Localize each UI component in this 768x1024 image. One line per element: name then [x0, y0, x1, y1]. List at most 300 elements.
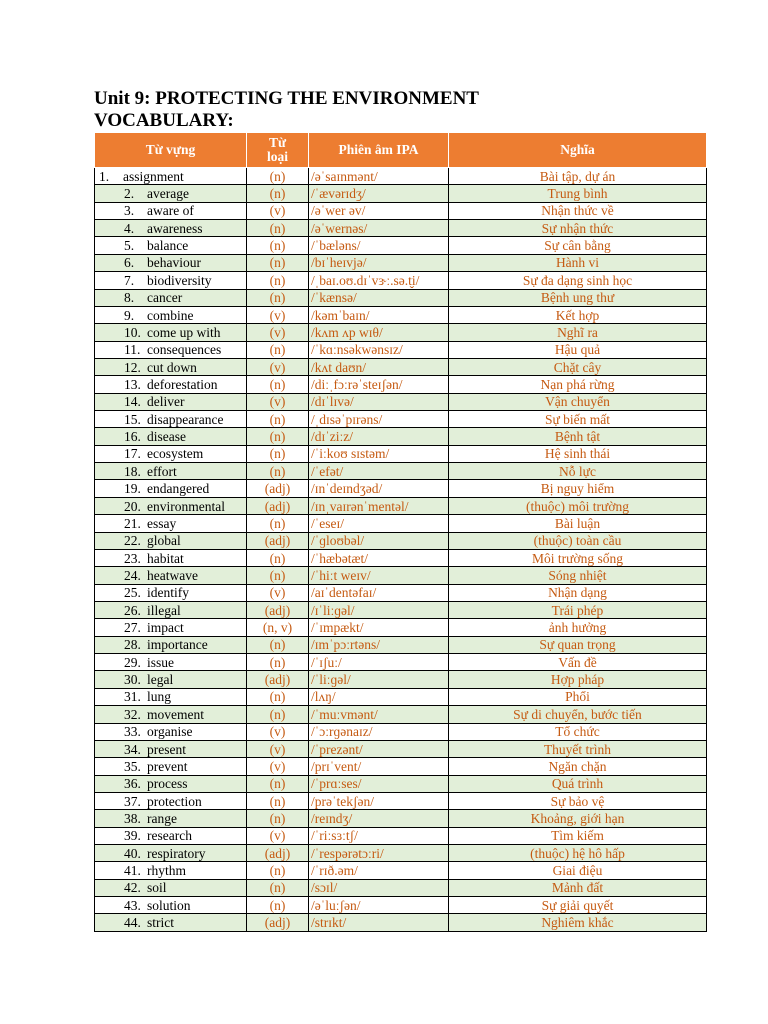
cell-meaning: Sóng nhiệt [449, 567, 707, 584]
cell-ipa: /strɪkt/ [309, 914, 449, 931]
cell-word [95, 601, 247, 618]
row-number: 14. [124, 394, 141, 410]
row-number: 4. [124, 220, 135, 236]
cell-ipa: /ˈriːsɜːtʃ/ [309, 827, 449, 844]
cell-part-of-speech: (n) [247, 879, 309, 896]
table-row [95, 671, 707, 688]
table-row [95, 567, 707, 584]
table-row [95, 879, 707, 896]
header-pos-line2: loại [266, 149, 288, 164]
table-row [95, 775, 707, 792]
cell-part-of-speech: (n) [247, 376, 309, 393]
cell-meaning: Sự nhận thức [449, 220, 707, 237]
cell-word [95, 758, 247, 775]
row-number: 3. [124, 203, 135, 219]
cell-part-of-speech: (n) [247, 688, 309, 705]
cell-word [95, 532, 247, 549]
table-row [95, 810, 707, 827]
word-text: come up with [147, 324, 221, 340]
cell-meaning: Trung bình [449, 185, 707, 202]
cell-ipa: /dɪˈlɪvə/ [309, 393, 449, 410]
cell-word [95, 775, 247, 792]
table-row [95, 532, 707, 549]
row-number: 25. [124, 585, 141, 601]
table-row [95, 862, 707, 879]
cell-word [95, 723, 247, 740]
row-number: 13. [124, 376, 141, 392]
cell-word [95, 341, 247, 358]
word-text: soil [147, 880, 167, 896]
cell-word [95, 202, 247, 219]
word-text: deliver [147, 394, 185, 410]
cell-word [95, 792, 247, 809]
row-number: 29. [124, 654, 141, 670]
cell-ipa: /ˈefət/ [309, 463, 449, 480]
cell-part-of-speech: (n) [247, 411, 309, 428]
cell-part-of-speech: (v) [247, 306, 309, 323]
cell-ipa: /ˈprezənt/ [309, 740, 449, 757]
table-row [95, 376, 707, 393]
cell-part-of-speech: (n, v) [247, 619, 309, 636]
word-text: protection [147, 793, 202, 809]
cell-ipa: /reɪndʒ/ [309, 810, 449, 827]
cell-meaning: Sự quan trọng [449, 636, 707, 653]
cell-ipa: /prəˈtekʃən/ [309, 792, 449, 809]
word-text: global [147, 533, 181, 549]
word-text: range [147, 810, 177, 826]
cell-word [95, 619, 247, 636]
cell-part-of-speech: (n) [247, 862, 309, 879]
cell-ipa: /əˈwernəs/ [309, 220, 449, 237]
table-row [95, 202, 707, 219]
word-text: essay [147, 515, 177, 531]
row-number: 37. [124, 793, 141, 809]
table-row [95, 845, 707, 862]
cell-meaning: Hành vi [449, 254, 707, 271]
row-number: 40. [124, 845, 141, 861]
page-title: Unit 9: PROTECTING THE ENVIRONMENT [94, 88, 479, 109]
cell-part-of-speech: (v) [247, 393, 309, 410]
cell-word [95, 740, 247, 757]
cell-word [95, 584, 247, 601]
word-text: behaviour [147, 255, 201, 271]
cell-ipa: /ˈævərɪdʒ/ [309, 185, 449, 202]
cell-part-of-speech: (n) [247, 237, 309, 254]
cell-ipa: /ˌdɪsəˈpɪrəns/ [309, 411, 449, 428]
row-number: 12. [124, 359, 141, 375]
row-number: 26. [124, 602, 141, 618]
cell-word [95, 324, 247, 341]
table-row [95, 636, 707, 653]
cell-meaning: Khoảng, giới hạn [449, 810, 707, 827]
word-text: ecosystem [147, 446, 204, 462]
header-pos [247, 133, 309, 168]
table-row [95, 897, 707, 914]
word-text: endangered [147, 481, 210, 497]
cell-ipa: /diːˌfɔːrəˈsteɪʃən/ [309, 376, 449, 393]
cell-part-of-speech: (v) [247, 758, 309, 775]
cell-part-of-speech: (v) [247, 584, 309, 601]
table-row [95, 723, 707, 740]
cell-part-of-speech: (n) [247, 254, 309, 271]
cell-ipa: /ˈɪʃuː/ [309, 654, 449, 671]
cell-ipa: /ˈrɪð.əm/ [309, 862, 449, 879]
row-number: 39. [124, 828, 141, 844]
cell-word [95, 185, 247, 202]
cell-ipa: /ɪˈliːɡəl/ [309, 601, 449, 618]
word-text: strict [147, 915, 174, 931]
header-word: Từ vựng [95, 133, 247, 168]
word-text: present [147, 741, 186, 757]
row-number: 34. [124, 741, 141, 757]
row-number: 35. [124, 758, 141, 774]
word-text: solution [147, 897, 191, 913]
word-text: awareness [147, 220, 203, 236]
word-text: environmental [147, 498, 225, 514]
cell-meaning: Sự bảo vệ [449, 792, 707, 809]
cell-meaning: Nhận dạng [449, 584, 707, 601]
cell-meaning: Bệnh ung thư [449, 289, 707, 306]
word-text: balance [147, 238, 189, 254]
cell-word [95, 376, 247, 393]
cell-ipa: /ɪnˈdeɪndʒəd/ [309, 480, 449, 497]
table-row [95, 272, 707, 289]
word-text: habitat [147, 550, 184, 566]
word-text: respiratory [147, 845, 206, 861]
word-text: aware of [147, 203, 194, 219]
row-number: 28. [124, 637, 141, 653]
word-text: illegal [147, 602, 181, 618]
table-row [95, 706, 707, 723]
word-text: effort [147, 463, 177, 479]
cell-part-of-speech: (adj) [247, 532, 309, 549]
cell-part-of-speech: (v) [247, 740, 309, 757]
cell-word [95, 914, 247, 931]
word-text: lung [147, 689, 172, 705]
row-number: 38. [124, 810, 141, 826]
cell-ipa: /ˈprɑːses/ [309, 775, 449, 792]
table-row [95, 393, 707, 410]
cell-word [95, 515, 247, 532]
row-number: 31. [124, 689, 141, 705]
cell-word [95, 654, 247, 671]
row-number: 1. [99, 168, 110, 184]
cell-word [95, 862, 247, 879]
row-number: 21. [124, 515, 141, 531]
cell-ipa: /əˈsaɪnmənt/ [309, 168, 449, 185]
word-text: disease [147, 429, 186, 445]
cell-ipa: /ˈhæbətæt/ [309, 549, 449, 566]
cell-part-of-speech: (n) [247, 463, 309, 480]
cell-meaning: Nghĩ ra [449, 324, 707, 341]
word-text: issue [147, 654, 174, 670]
row-number: 41. [124, 863, 141, 879]
cell-ipa: /ˈkænsə/ [309, 289, 449, 306]
cell-ipa: /kəmˈbaɪn/ [309, 306, 449, 323]
word-text: deforestation [147, 376, 218, 392]
cell-meaning: Hậu quả [449, 341, 707, 358]
word-text: consequences [147, 342, 222, 358]
cell-ipa: /əˈwer əv/ [309, 202, 449, 219]
table-row [95, 549, 707, 566]
row-number: 44. [124, 915, 141, 931]
table-row [95, 358, 707, 375]
cell-part-of-speech: (v) [247, 324, 309, 341]
header-pos-line1: Từ [268, 135, 287, 150]
table-row [95, 654, 707, 671]
cell-word [95, 220, 247, 237]
table-row [95, 515, 707, 532]
cell-part-of-speech: (adj) [247, 914, 309, 931]
cell-word [95, 549, 247, 566]
table-row [95, 497, 707, 514]
cell-part-of-speech: (adj) [247, 845, 309, 862]
word-text: heatwave [147, 567, 198, 583]
cell-meaning: Quá trình [449, 775, 707, 792]
cell-part-of-speech: (n) [247, 636, 309, 653]
section-heading: VOCABULARY: [94, 110, 234, 131]
cell-ipa: /lʌŋ/ [309, 688, 449, 705]
cell-meaning: Nghiêm khắc [449, 914, 707, 931]
cell-word [95, 706, 247, 723]
cell-ipa: /ˈɪmpækt/ [309, 619, 449, 636]
row-number: 8. [124, 290, 135, 306]
word-text: cancer [147, 290, 183, 306]
cell-word [95, 393, 247, 410]
cell-word [95, 497, 247, 514]
cell-meaning: ảnh hưởng [449, 619, 707, 636]
table-row [95, 827, 707, 844]
cell-ipa: /ˈrespərətɔːri/ [309, 845, 449, 862]
cell-ipa: /ˈhiːt weɪv/ [309, 567, 449, 584]
row-number: 19. [124, 481, 141, 497]
cell-part-of-speech: (n) [247, 897, 309, 914]
header-ipa: Phiên âm IPA [309, 133, 449, 168]
vocabulary-table [94, 132, 707, 932]
cell-part-of-speech: (n) [247, 428, 309, 445]
cell-meaning: Bài tập, dự án [449, 168, 707, 185]
row-number: 5. [124, 238, 135, 254]
cell-word [95, 237, 247, 254]
word-text: identify [147, 585, 189, 601]
cell-word [95, 879, 247, 896]
cell-word [95, 411, 247, 428]
header-meaning: Nghĩa [449, 133, 707, 168]
table-header-row [95, 133, 707, 168]
row-number: 36. [124, 776, 141, 792]
row-number: 27. [124, 620, 141, 636]
cell-word [95, 480, 247, 497]
cell-word [95, 168, 247, 185]
row-number: 23. [124, 550, 141, 566]
cell-meaning: Thuyết trình [449, 740, 707, 757]
cell-part-of-speech: (n) [247, 341, 309, 358]
row-number: 9. [124, 307, 135, 323]
cell-meaning: Kết hợp [449, 306, 707, 323]
cell-word [95, 254, 247, 271]
cell-word [95, 567, 247, 584]
row-number: 42. [124, 880, 141, 896]
cell-part-of-speech: (n) [247, 775, 309, 792]
row-number: 6. [124, 255, 135, 271]
row-number: 20. [124, 498, 141, 514]
word-text: rhythm [147, 863, 186, 879]
cell-word [95, 306, 247, 323]
row-number: 17. [124, 446, 141, 462]
table-row [95, 220, 707, 237]
word-text: biodiversity [147, 272, 212, 288]
word-text: organise [147, 724, 193, 740]
cell-ipa: /ˈɡloʊbəl/ [309, 532, 449, 549]
word-text: legal [147, 672, 174, 688]
word-text: combine [147, 307, 194, 323]
cell-ipa: /dɪˈziːz/ [309, 428, 449, 445]
cell-word [95, 897, 247, 914]
cell-word [95, 688, 247, 705]
cell-ipa: /kʌm ʌp wɪθ/ [309, 324, 449, 341]
cell-ipa: /əˈluːʃən/ [309, 897, 449, 914]
cell-ipa: /sɔɪl/ [309, 879, 449, 896]
word-text: assignment [123, 168, 184, 184]
cell-ipa: /ˈeseɪ/ [309, 515, 449, 532]
cell-meaning: (thuộc) hệ hô hấp [449, 845, 707, 862]
cell-meaning: (thuộc) môi trường [449, 497, 707, 514]
cell-ipa: /bɪˈheɪvjə/ [309, 254, 449, 271]
cell-part-of-speech: (n) [247, 515, 309, 532]
cell-meaning: Nạn phá rừng [449, 376, 707, 393]
table-row [95, 688, 707, 705]
cell-part-of-speech: (n) [247, 220, 309, 237]
row-number: 7. [124, 272, 135, 288]
cell-word [95, 810, 247, 827]
table-row [95, 463, 707, 480]
cell-meaning: Vấn đề [449, 654, 707, 671]
cell-ipa: /ˌbaɪ.oʊ.dɪˈvɝː.sə.t̬i/ [309, 272, 449, 289]
cell-part-of-speech: (v) [247, 202, 309, 219]
cell-part-of-speech: (n) [247, 654, 309, 671]
table-row [95, 740, 707, 757]
cell-meaning: Giai điệu [449, 862, 707, 879]
table-row [95, 185, 707, 202]
word-text: movement [147, 706, 204, 722]
word-text: impact [147, 620, 184, 636]
cell-meaning: Nhận thức về [449, 202, 707, 219]
cell-ipa: /ˈbæləns/ [309, 237, 449, 254]
cell-meaning: Sự cân bằng [449, 237, 707, 254]
cell-word [95, 827, 247, 844]
cell-meaning: Sự di chuyển, bước tiến [449, 706, 707, 723]
row-number: 18. [124, 463, 141, 479]
cell-ipa: /ˈliːɡəl/ [309, 671, 449, 688]
cell-meaning: Bệnh tật [449, 428, 707, 445]
cell-part-of-speech: (adj) [247, 671, 309, 688]
row-number: 43. [124, 897, 141, 913]
cell-meaning: Vận chuyển [449, 393, 707, 410]
row-number: 16. [124, 429, 141, 445]
cell-part-of-speech: (n) [247, 567, 309, 584]
cell-word [95, 671, 247, 688]
cell-part-of-speech: (n) [247, 549, 309, 566]
cell-word [95, 358, 247, 375]
table-row [95, 306, 707, 323]
cell-word [95, 463, 247, 480]
cell-meaning: Trái phép [449, 601, 707, 618]
table-row [95, 445, 707, 462]
cell-part-of-speech: (v) [247, 358, 309, 375]
cell-ipa: /ɪmˈpɔːrtəns/ [309, 636, 449, 653]
cell-ipa: /ˈiːkoʊ sɪstəm/ [309, 445, 449, 462]
cell-part-of-speech: (adj) [247, 497, 309, 514]
table-row [95, 237, 707, 254]
cell-part-of-speech: (v) [247, 827, 309, 844]
cell-meaning: Sự biến mất [449, 411, 707, 428]
cell-word [95, 289, 247, 306]
table-row [95, 289, 707, 306]
cell-part-of-speech: (v) [247, 723, 309, 740]
cell-part-of-speech: (adj) [247, 480, 309, 497]
table-row [95, 411, 707, 428]
table-row [95, 619, 707, 636]
cell-meaning: Hợp pháp [449, 671, 707, 688]
cell-word [95, 636, 247, 653]
row-number: 30. [124, 672, 141, 688]
row-number: 15. [124, 411, 141, 427]
document-page [94, 88, 706, 932]
cell-part-of-speech: (n) [247, 168, 309, 185]
row-number: 10. [124, 324, 141, 340]
cell-part-of-speech: (n) [247, 185, 309, 202]
cell-part-of-speech: (n) [247, 810, 309, 827]
table-row [95, 584, 707, 601]
cell-part-of-speech: (n) [247, 289, 309, 306]
table-row [95, 914, 707, 931]
word-text: average [147, 186, 189, 202]
row-number: 33. [124, 724, 141, 740]
cell-word [95, 272, 247, 289]
word-text: prevent [147, 758, 188, 774]
cell-ipa: /kʌt daʊn/ [309, 358, 449, 375]
cell-part-of-speech: (adj) [247, 601, 309, 618]
cell-meaning: Tìm kiếm [449, 827, 707, 844]
cell-part-of-speech: (n) [247, 272, 309, 289]
table-row [95, 254, 707, 271]
table-body [95, 168, 707, 932]
cell-meaning: Tổ chức [449, 723, 707, 740]
cell-meaning: Phổi [449, 688, 707, 705]
cell-part-of-speech: (n) [247, 792, 309, 809]
cell-ipa: /prɪˈvent/ [309, 758, 449, 775]
word-text: process [147, 776, 188, 792]
cell-meaning: Bài luận [449, 515, 707, 532]
table-row [95, 341, 707, 358]
word-text: disappearance [147, 411, 224, 427]
cell-meaning: Môi trường sống [449, 549, 707, 566]
cell-word [95, 845, 247, 862]
table-row [95, 480, 707, 497]
table-row [95, 758, 707, 775]
table-row [95, 792, 707, 809]
row-number: 22. [124, 533, 141, 549]
cell-meaning: Sự giải quyết [449, 897, 707, 914]
cell-ipa: /ˈmuːvmənt/ [309, 706, 449, 723]
row-number: 32. [124, 706, 141, 722]
cell-part-of-speech: (n) [247, 445, 309, 462]
table-row [95, 168, 707, 185]
cell-ipa: /ɪnˌvaɪrənˈmentəl/ [309, 497, 449, 514]
cell-meaning: (thuộc) toàn cầu [449, 532, 707, 549]
cell-word [95, 428, 247, 445]
cell-ipa: /ˈkɑːnsəkwənsɪz/ [309, 341, 449, 358]
